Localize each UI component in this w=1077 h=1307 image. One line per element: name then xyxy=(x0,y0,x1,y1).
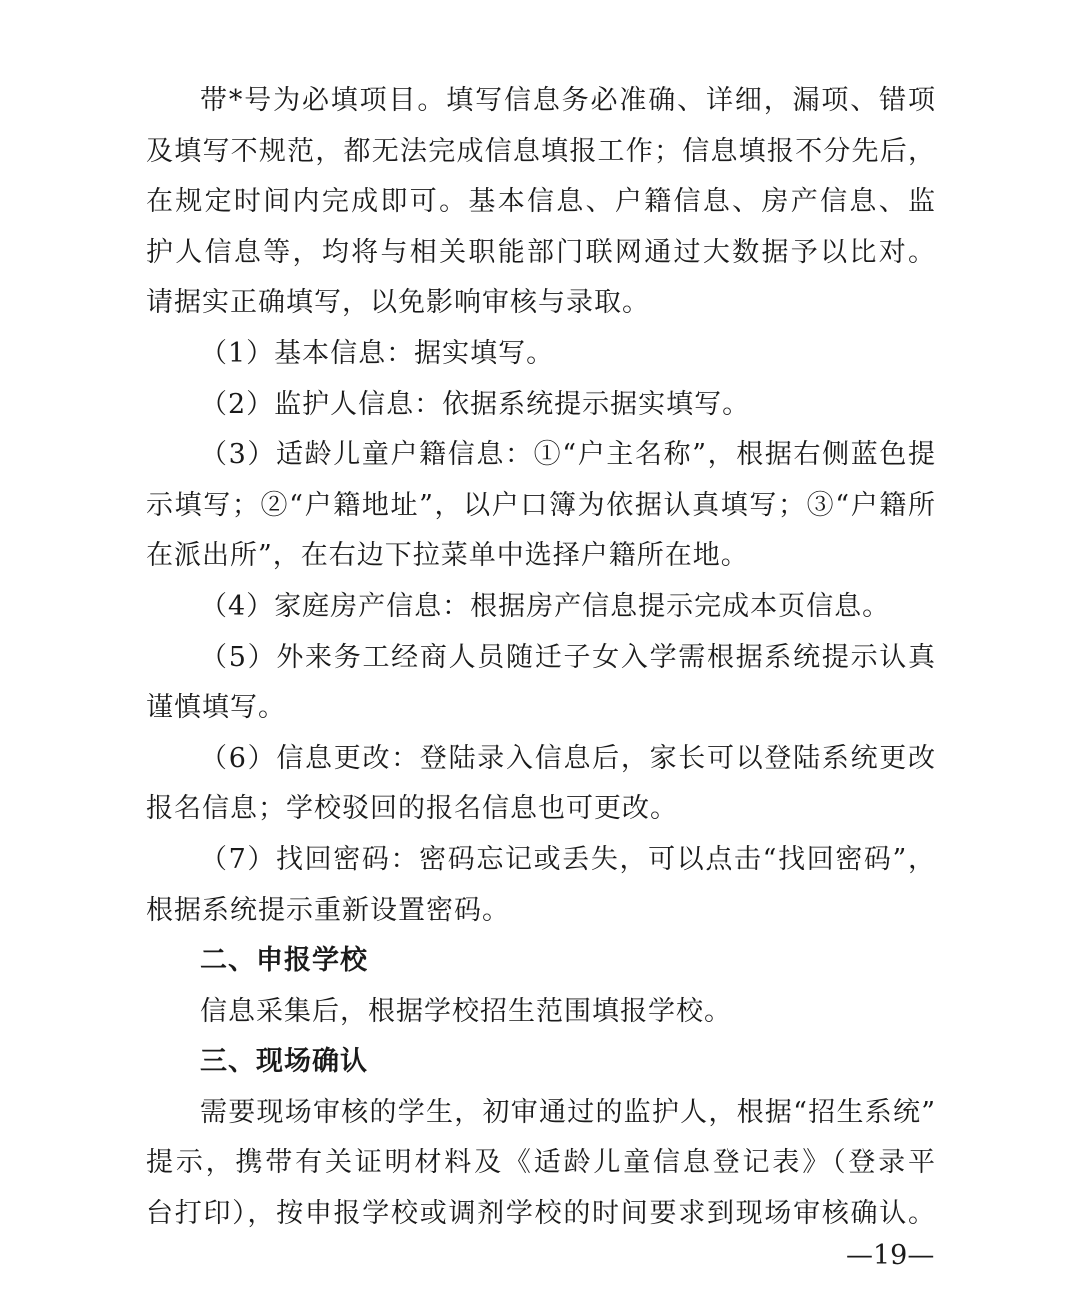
text-line: 谨慎填写。 xyxy=(146,692,286,724)
text-line: （1）基本信息：据实填写。 xyxy=(200,337,555,369)
text-line: 在派出所”，在右边下拉菜单中选择户籍所在地。 xyxy=(146,540,749,572)
text-line: 示填写；②“户籍地址”，以户口簿为依据认真填写；③“户籍所 xyxy=(146,489,936,521)
text-line: （3）适龄儿童户籍信息：①“户主名称”，根据右侧蓝色提 xyxy=(200,439,936,471)
text-line: 台打印），按申报学校或调剂学校的时间要求到现场审核确认。 xyxy=(146,1198,936,1230)
text-line: 带*号为必填项目。填写信息务必准确、详细，漏项、错项 xyxy=(200,85,936,116)
text-line: 报名信息；学校驳回的报名信息也可更改。 xyxy=(146,793,678,825)
text-line: 请据实正确填写，以免影响审核与录取。 xyxy=(146,287,650,319)
text-line: 提示，携带有关证明材料及《适龄儿童信息登记表》（登录平 xyxy=(146,1147,936,1179)
text-line: 护人信息等，均将与相关职能部门联网通过大数据予以比对。 xyxy=(146,236,936,268)
text-line: 及填写不规范，都无法完成信息填报工作；信息填报不分先后， xyxy=(146,135,936,167)
text-line: （4）家庭房产信息：根据房产信息提示完成本页信息。 xyxy=(200,590,891,622)
text-line: 在规定时间内完成即可。基本信息、户籍信息、房产信息、监 xyxy=(146,186,936,218)
section-heading: 二、申报学校 xyxy=(200,945,368,977)
text-line: （5）外来务工经商人员随迁子女入学需根据系统提示认真 xyxy=(200,641,936,673)
text-line: 根据系统提示重新设置密码。 xyxy=(146,894,510,926)
text-line: （2）监护人信息：依据系统提示据实填写。 xyxy=(200,388,751,420)
text-line: （6）信息更改：登陆录入信息后，家长可以登陆系统更改 xyxy=(200,742,936,774)
text-line: （7）找回密码：密码忘记或丢失，可以点击“找回密码”， xyxy=(200,843,936,875)
text-line: 信息采集后，根据学校招生范围填报学校。 xyxy=(200,995,732,1027)
text-line: 需要现场审核的学生，初审通过的监护人，根据“招生系统” xyxy=(200,1096,936,1128)
document-body xyxy=(146,76,936,1240)
section-heading: 三、现场确认 xyxy=(200,1046,368,1078)
page-number: —19— xyxy=(846,1240,935,1271)
